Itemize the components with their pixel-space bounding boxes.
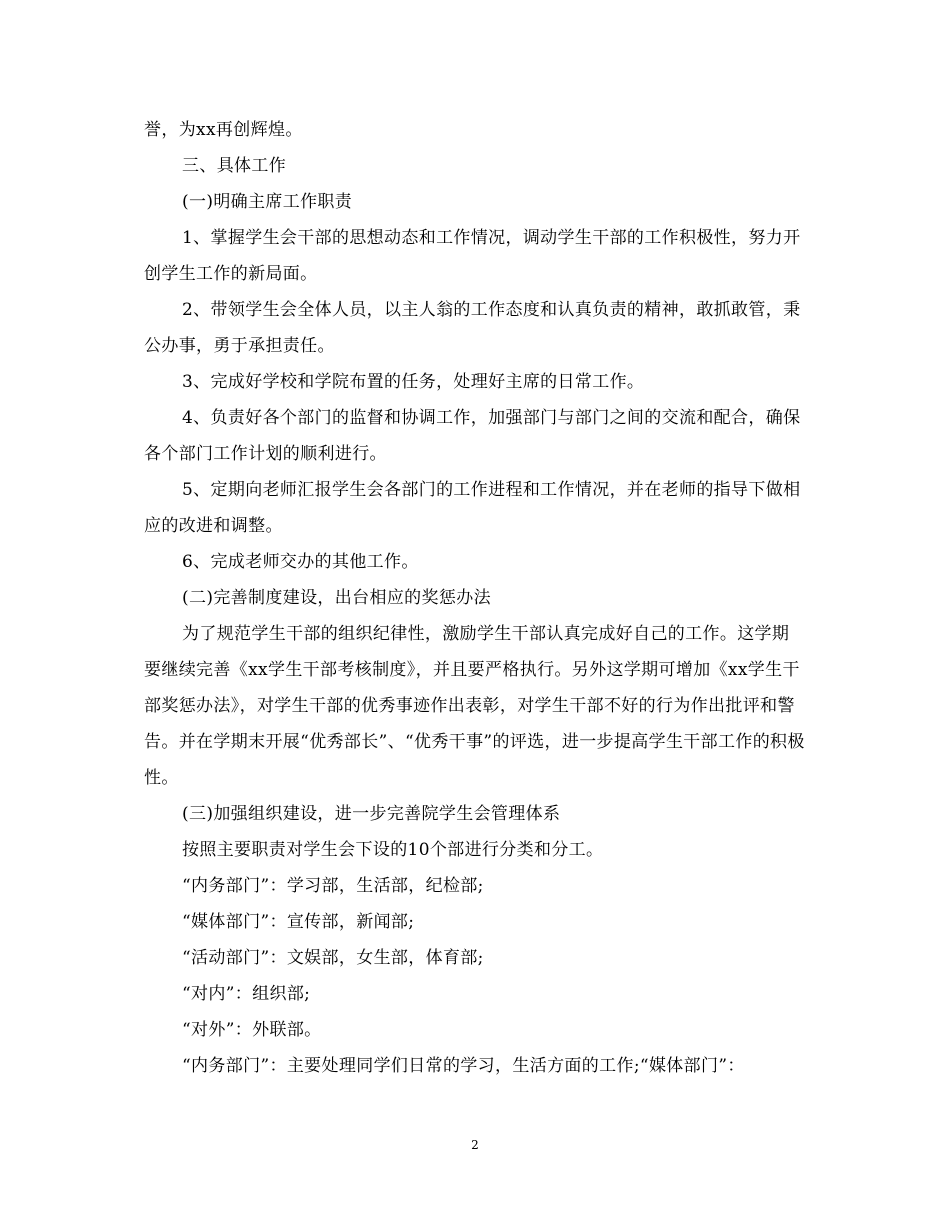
paragraph: (二)完善制度建设，出台相应的奖惩办法 xyxy=(182,588,491,608)
paragraph: “对外”：外联部。 xyxy=(182,1020,322,1040)
paragraph: 6、完成老师交办的其他工作。 xyxy=(182,552,419,572)
paragraph: (三)加强组织建设，进一步完善院学生会管理体系 xyxy=(182,804,561,824)
paragraph: (一)明确主席工作职责 xyxy=(182,192,353,212)
paragraph: 2、带领学生会全体人员，以主人翁的工作态度和认真负责的精神，敢抓敢管，秉公办事，勇于承担责任。 xyxy=(144,300,801,356)
paragraph: 誉，为xx再创辉煌。 xyxy=(144,120,303,140)
paragraph: 4、负责好各个部门的监督和协调工作，加强部门与部门之间的交流和配合，确保各个部门工作计划的顺利进行。 xyxy=(144,408,801,464)
page-number: 2 xyxy=(471,1138,479,1152)
paragraph: “对内”：组织部; xyxy=(182,984,311,1004)
paragraph: 1、掌握学生会干部的思想动态和工作情况，调动学生干部的工作积极性，努力开创学生工作的新局面。 xyxy=(144,228,801,284)
paragraph: “内务部门”：主要处理同学们日常的学习，生活方面的工作;“媒体部门”： xyxy=(182,1056,745,1076)
paragraph: “内务部门”：学习部，生活部，纪检部; xyxy=(182,876,484,896)
paragraph: 为了规范学生干部的组织纪律性，激励学生干部认真完成好自己的工作。这学期要继续完善《xx学生干部考核制度》，并且要严格执行。另外这学期可增加《xx学生干部奖惩办法》，对学生干部的优秀事迹作出表彰，对学生干部不好的行为作出批评和警告。并在学期末开展“优秀部长”、“优秀干事”的评选，进一步提高学生干部工作的积极性。 xyxy=(144,624,805,788)
paragraph: 三、具体工作 xyxy=(182,156,287,176)
paragraph: 5、定期向老师汇报学生会各部门的工作进程和工作情况，并在老师的指导下做相应的改进和调整。 xyxy=(144,480,801,536)
paragraph: “媒体部门”：宣传部，新闻部; xyxy=(182,912,415,932)
paragraph: 按照主要职责对学生会下设的10个部进行分类和分工。 xyxy=(182,840,604,860)
paragraph: 3、完成好学校和学院布置的任务，处理好主席的日常工作。 xyxy=(182,372,645,392)
paragraph: “活动部门”：文娱部，女生部，体育部; xyxy=(182,948,484,968)
document-body xyxy=(144,112,806,1084)
